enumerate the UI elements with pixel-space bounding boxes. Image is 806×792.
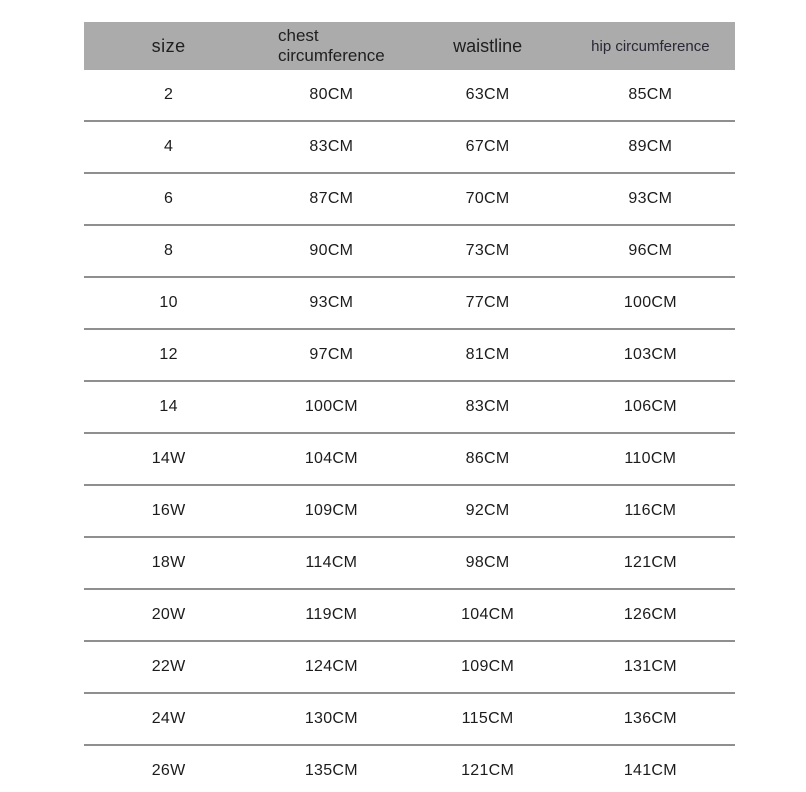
chest-circumference-cell: 93CM	[253, 277, 409, 329]
size-chart-table	[84, 22, 735, 792]
hip-circumference-cell: 85CM	[566, 70, 735, 121]
waistline-cell: 83CM	[409, 381, 565, 433]
chest-circumference-cell: 80CM	[253, 70, 409, 121]
chest-circumference-cell: 83CM	[253, 121, 409, 173]
waistline-cell: 63CM	[409, 70, 565, 121]
hip-circumference-cell: 106CM	[566, 381, 735, 433]
chest-circumference-cell: 135CM	[253, 745, 409, 792]
chest-circumference-cell: 87CM	[253, 173, 409, 225]
waistline-cell: 109CM	[409, 641, 565, 693]
table-row	[84, 433, 735, 485]
waistline-cell: 104CM	[409, 589, 565, 641]
size-cell: 6	[84, 173, 253, 225]
hip-circumference-cell: 103CM	[566, 329, 735, 381]
chest-circumference-cell: 124CM	[253, 641, 409, 693]
size-cell: 14	[84, 381, 253, 433]
header-chest-circumference	[253, 22, 409, 70]
chest-circumference-cell: 119CM	[253, 589, 409, 641]
hip-circumference-cell: 110CM	[566, 433, 735, 485]
header-waistline-label: waistline	[453, 35, 523, 56]
size-cell: 24W	[84, 693, 253, 745]
size-cell: 12	[84, 329, 253, 381]
size-cell: 20W	[84, 589, 253, 641]
chest-circumference-cell: 104CM	[253, 433, 409, 485]
hip-circumference-cell: 121CM	[566, 537, 735, 589]
chest-circumference-cell: 109CM	[253, 485, 409, 537]
waistline-cell: 115CM	[409, 693, 565, 745]
chest-circumference-cell: 90CM	[253, 225, 409, 277]
table-row	[84, 173, 735, 225]
size-cell: 16W	[84, 485, 253, 537]
hip-circumference-cell: 141CM	[566, 745, 735, 792]
size-cell: 4	[84, 121, 253, 173]
size-cell: 22W	[84, 641, 253, 693]
chest-circumference-cell: 130CM	[253, 693, 409, 745]
hip-circumference-cell: 96CM	[566, 225, 735, 277]
size-cell: 10	[84, 277, 253, 329]
header-size	[84, 22, 253, 70]
size-cell: 18W	[84, 537, 253, 589]
size-cell: 14W	[84, 433, 253, 485]
hip-circumference-cell: 116CM	[566, 485, 735, 537]
header-waistline	[409, 22, 565, 70]
waistline-cell: 86CM	[409, 433, 565, 485]
header-size-label: size	[151, 35, 186, 56]
chest-circumference-cell: 114CM	[253, 537, 409, 589]
table-row	[84, 745, 735, 792]
waistline-cell: 77CM	[409, 277, 565, 329]
size-cell: 8	[84, 225, 253, 277]
hip-circumference-cell: 136CM	[566, 693, 735, 745]
hip-circumference-cell: 100CM	[566, 277, 735, 329]
table-row	[84, 381, 735, 433]
waistline-cell: 73CM	[409, 225, 565, 277]
waistline-cell: 92CM	[409, 485, 565, 537]
hip-circumference-cell: 131CM	[566, 641, 735, 693]
chest-circumference-cell: 97CM	[253, 329, 409, 381]
table-row	[84, 641, 735, 693]
table-header-row	[84, 22, 735, 70]
header-chest-label: chest circumference	[277, 26, 385, 65]
hip-circumference-cell: 126CM	[566, 589, 735, 641]
table-row	[84, 225, 735, 277]
hip-circumference-cell: 93CM	[566, 173, 735, 225]
waistline-cell: 98CM	[409, 537, 565, 589]
waistline-cell: 121CM	[409, 745, 565, 792]
waistline-cell: 67CM	[409, 121, 565, 173]
chest-circumference-cell: 100CM	[253, 381, 409, 433]
size-cell: 2	[84, 70, 253, 121]
table-row	[84, 693, 735, 745]
table-row	[84, 537, 735, 589]
table-row	[84, 277, 735, 329]
header-hip-circumference	[566, 22, 735, 70]
table-row	[84, 70, 735, 121]
size-cell: 26W	[84, 745, 253, 792]
table-row	[84, 329, 735, 381]
waistline-cell: 81CM	[409, 329, 565, 381]
table-row	[84, 485, 735, 537]
hip-circumference-cell: 89CM	[566, 121, 735, 173]
table-body	[84, 70, 735, 792]
header-hip-label: hip circumference	[591, 37, 710, 55]
table-row	[84, 121, 735, 173]
waistline-cell: 70CM	[409, 173, 565, 225]
table-row	[84, 589, 735, 641]
